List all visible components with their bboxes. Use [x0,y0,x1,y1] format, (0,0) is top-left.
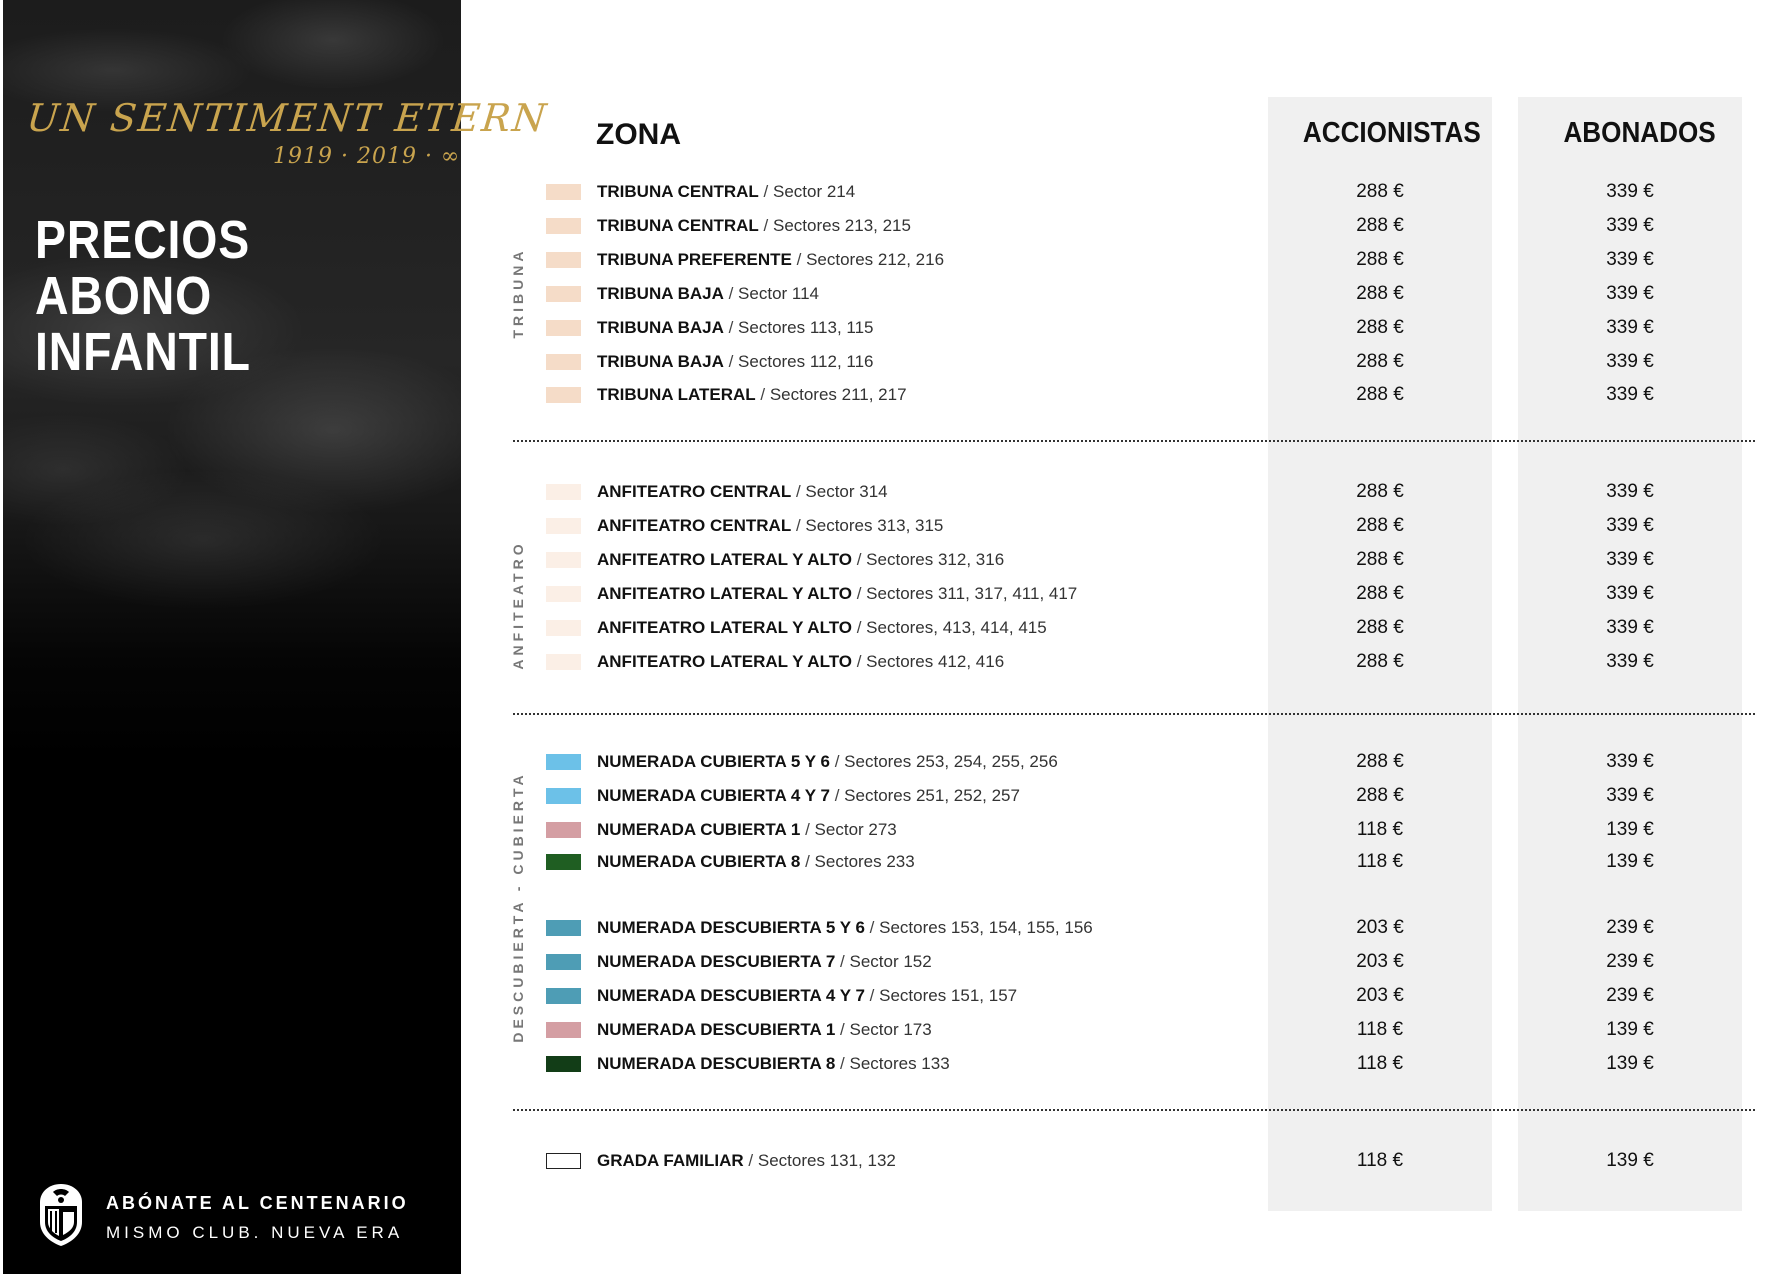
zone-color-swatch [546,620,581,636]
price-accionistas: 203 € [1356,951,1404,972]
zone-color-swatch [546,286,581,302]
price-accionistas: 288 € [1356,249,1404,270]
section-divider [513,1109,1755,1111]
zone-color-swatch [546,218,581,234]
price-abonados: 139 € [1606,819,1654,840]
zone-sector: Sectores 313, 315 [805,516,944,535]
zone-sector: Sectores 253, 254, 255, 256 [844,752,1058,771]
zone-separator: / [830,752,845,771]
section-divider [513,440,1755,442]
table-row [0,985,1782,1009]
zone-label [597,1150,896,1172]
zone-name: ANFITEATRO LATERAL Y ALTO [597,652,852,671]
zone-separator: / [835,1054,850,1073]
zone-name: ANFITEATRO LATERAL Y ALTO [597,618,852,637]
table-row [0,481,1782,505]
zone-sector: Sectores 311, 317, 411, 417 [866,584,1078,603]
table-row [0,249,1782,273]
price-abonados: 339 € [1606,751,1654,772]
zone-separator: / [758,216,773,235]
price-accionistas: 288 € [1356,317,1404,338]
zone-name: GRADA FAMILIAR [597,1151,744,1170]
zone-label [597,215,911,237]
price-abonados: 339 € [1606,317,1654,338]
title-line-3: INFANTIL [35,322,251,382]
zone-label [597,851,915,873]
zone-sector: Sectores 213, 215 [772,216,911,235]
zone-sector: Sectores 233 [814,852,915,871]
zone-color-swatch [546,954,581,970]
table-row [0,751,1782,775]
abonados-header: ABONADOS [1563,117,1716,149]
table-row [0,181,1782,205]
zone-color-swatch [546,1022,581,1038]
zone-color-swatch [546,1153,581,1169]
zone-name: NUMERADA CUBIERTA 4 Y 7 [597,786,830,805]
price-accionistas: 288 € [1356,351,1404,372]
zone-name: TRIBUNA LATERAL [597,385,756,404]
club-crest-icon [35,1182,87,1248]
price-abonados: 339 € [1606,583,1654,604]
price-abonados: 339 € [1606,181,1654,202]
zone-name: NUMERADA DESCUBIERTA 5 Y 6 [597,918,865,937]
zone-name: NUMERADA DESCUBIERTA 7 [597,952,836,971]
zone-separator: / [791,250,807,269]
price-accionistas: 288 € [1356,785,1404,806]
zone-sector: Sectores 212, 216 [806,250,945,269]
price-abonados: 239 € [1606,917,1654,938]
zone-label [597,785,1020,807]
zone-sector: Sectores 133 [849,1054,950,1073]
zone-separator: / [852,550,867,569]
zone-label [597,481,888,503]
price-accionistas: 118 € [1356,1053,1404,1074]
zone-label [597,651,1004,673]
table-row [0,283,1782,307]
price-accionistas: 118 € [1356,1019,1404,1040]
zone-separator: / [864,986,880,1005]
tagline: ABÓNATE AL CENTENARIO [106,1193,409,1213]
table-row [0,583,1782,607]
price-accionistas: 288 € [1356,481,1404,502]
zone-separator: / [723,284,739,303]
zone-separator: / [852,584,867,603]
zone-name: NUMERADA DESCUBIERTA 4 Y 7 [597,986,865,1005]
section-divider [513,713,1755,715]
zone-separator: / [758,182,773,201]
title-line-2: ABONO [35,266,213,326]
price-accionistas: 288 € [1356,751,1404,772]
zone-sector: Sector 173 [849,1020,932,1039]
table-row [0,1150,1782,1174]
price-abonados: 339 € [1606,215,1654,236]
group-label-text: ANFITEATRO [510,540,526,670]
slogan: UN SENTIMENT ETERN [24,96,551,140]
group-label-text: DESCUBIERTA - CUBIERTA [510,771,526,1043]
zone-name: NUMERADA CUBIERTA 8 [597,852,801,871]
zone-sector: Sectores 113, 115 [738,318,874,337]
zone-name: ANFITEATRO CENTRAL [597,482,792,501]
price-accionistas: 288 € [1356,283,1404,304]
zone-color-swatch [546,822,581,838]
zone-label [597,181,855,203]
price-accionistas: 118 € [1356,1150,1404,1171]
zone-separator: / [791,516,806,535]
table-row [0,384,1782,408]
zone-sector: Sectores 312, 316 [866,550,1005,569]
price-accionistas: 288 € [1356,384,1404,405]
price-abonados: 139 € [1606,1053,1654,1074]
zone-color-swatch [546,788,581,804]
table-row [0,1019,1782,1043]
zone-separator: / [864,918,880,937]
zone-color-swatch [546,320,581,336]
price-accionistas: 118 € [1356,819,1404,840]
table-row [0,819,1782,843]
zona-header: ZONA [596,118,681,151]
zone-sector: Sectores 112, 116 [738,352,874,371]
zone-sector: Sectores 211, 217 [769,385,907,404]
table-row [0,317,1782,341]
zone-name: TRIBUNA PREFERENTE [597,250,792,269]
price-abonados: 339 € [1606,384,1654,405]
zone-color-swatch [546,252,581,268]
zone-name: NUMERADA CUBIERTA 1 [597,820,801,839]
zone-label [597,819,897,841]
price-accionistas: 288 € [1356,549,1404,570]
zone-sector: Sector 314 [805,482,888,501]
zone-sector: Sectores 412, 416 [866,652,1005,671]
zone-color-swatch [546,920,581,936]
tagline-secondary: MISMO CLUB. NUEVA ERA [106,1223,404,1242]
zone-color-swatch [546,484,581,500]
zone-name: TRIBUNA BAJA [597,284,724,303]
zone-label [597,283,819,305]
price-abonados: 339 € [1606,249,1654,270]
zone-label [597,583,1077,605]
zone-separator: / [800,820,815,839]
price-abonados: 139 € [1606,1150,1654,1171]
table-row [0,215,1782,239]
zone-label [597,1019,932,1041]
price-accionistas: 203 € [1356,917,1404,938]
zone-separator: / [800,852,815,871]
title-line-1: PRECIOS [35,210,251,270]
price-abonados: 239 € [1606,951,1654,972]
zone-name: TRIBUNA CENTRAL [597,216,759,235]
zone-color-swatch [546,354,581,370]
price-abonados: 339 € [1606,481,1654,502]
table-row [0,515,1782,539]
zone-color-swatch [546,854,581,870]
price-abonados: 339 € [1606,283,1654,304]
price-abonados: 339 € [1606,617,1654,638]
price-accionistas: 203 € [1356,985,1404,1006]
zone-sector: Sector 273 [814,820,897,839]
zone-color-swatch [546,988,581,1004]
zone-sector: Sector 114 [738,284,820,303]
price-accionistas: 118 € [1356,851,1404,872]
zone-separator: / [830,786,845,805]
zone-name: TRIBUNA CENTRAL [597,182,759,201]
table-row [0,617,1782,641]
zone-name: NUMERADA DESCUBIERTA 1 [597,1020,836,1039]
zone-sector: Sector 152 [849,952,932,971]
zone-color-swatch [546,586,581,602]
zone-name: TRIBUNA BAJA [597,318,724,337]
zone-name: TRIBUNA BAJA [597,352,724,371]
zone-color-swatch [546,1056,581,1072]
zone-label [597,249,944,271]
table-row [0,651,1782,675]
table-row [0,1053,1782,1077]
price-accionistas: 288 € [1356,651,1404,672]
zone-separator: / [723,352,739,371]
zone-sector: Sectores 131, 132 [757,1151,896,1170]
zone-label [597,985,1017,1007]
zone-sector: Sector 214 [772,182,856,201]
zone-label [597,951,932,973]
zone-separator: / [755,385,770,404]
zone-separator: / [791,482,806,501]
zone-label [597,317,874,339]
price-accionistas: 288 € [1356,583,1404,604]
zone-name: ANFITEATRO LATERAL Y ALTO [597,584,852,603]
zone-color-swatch [546,184,581,200]
zone-label [597,351,874,373]
zone-name: ANFITEATRO CENTRAL [597,516,792,535]
zone-label [597,1053,950,1075]
zone-name: NUMERADA DESCUBIERTA 8 [597,1054,836,1073]
accionistas-header: ACCIONISTAS [1302,117,1481,149]
zone-separator: / [723,318,739,337]
price-abonados: 339 € [1606,515,1654,536]
zone-label [597,617,1047,639]
zone-sector: Sectores 153, 154, 155, 156 [879,918,1093,937]
zone-name: NUMERADA CUBIERTA 5 Y 6 [597,752,830,771]
zone-label [597,515,943,537]
zone-sector: Sectores 151, 157 [879,986,1018,1005]
zone-label [597,751,1058,773]
zone-separator: / [835,952,850,971]
price-accionistas: 288 € [1356,181,1404,202]
zone-separator: / [852,618,867,637]
slogan-years: 1919 · 2019 · ∞ [273,144,461,169]
zone-color-swatch [546,518,581,534]
price-accionistas: 288 € [1356,215,1404,236]
zone-name: ANFITEATRO LATERAL Y ALTO [597,550,852,569]
zone-color-swatch [546,387,581,403]
zone-label [597,384,907,406]
price-accionistas: 288 € [1356,515,1404,536]
zone-separator: / [852,652,867,671]
zone-label [597,917,1093,939]
price-abonados: 139 € [1606,1019,1654,1040]
table-row [0,351,1782,375]
table-row [0,951,1782,975]
price-abonados: 239 € [1606,985,1654,1006]
group-label-text: TRIBUNA [510,247,526,339]
zone-label [597,549,1004,571]
price-accionistas: 288 € [1356,617,1404,638]
zone-sector: Sectores, 413, 414, 415 [866,618,1047,637]
price-abonados: 339 € [1606,549,1654,570]
zone-sector: Sectores 251, 252, 257 [844,786,1020,805]
table-row [0,917,1782,941]
table-row [0,785,1782,809]
zone-color-swatch [546,552,581,568]
zone-color-swatch [546,654,581,670]
price-abonados: 339 € [1606,351,1654,372]
price-abonados: 139 € [1606,851,1654,872]
table-row [0,549,1782,573]
zone-color-swatch [546,754,581,770]
zone-separator: / [835,1020,850,1039]
price-abonados: 339 € [1606,785,1654,806]
price-abonados: 339 € [1606,651,1654,672]
zone-separator: / [743,1151,758,1170]
table-row [0,851,1782,875]
